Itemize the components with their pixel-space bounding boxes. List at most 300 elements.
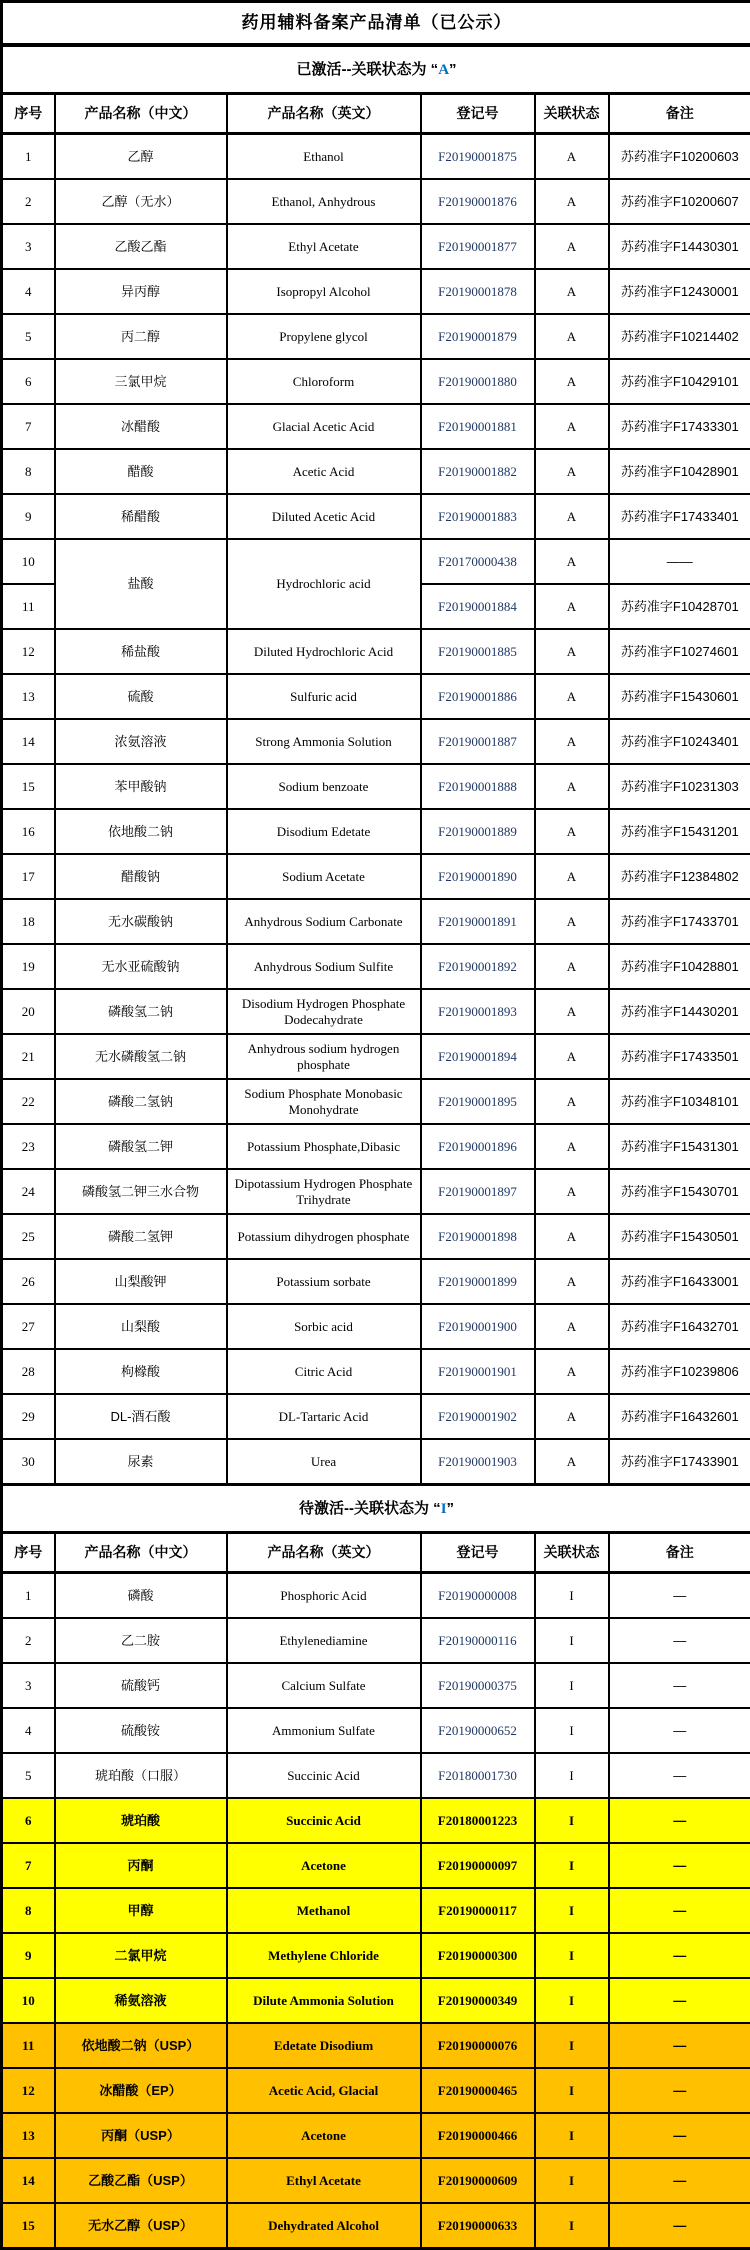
- cell-index: 16: [2, 809, 55, 854]
- cell-note: 苏药准字F17433501: [609, 1034, 750, 1079]
- cell-name-cn: 冰醋酸（EP）: [55, 2068, 227, 2113]
- cell-registration: F20190001885: [421, 629, 535, 674]
- cell-note: —: [609, 1663, 750, 1708]
- cell-name-en: Sorbic acid: [227, 1304, 421, 1349]
- cell-name-en: Urea: [227, 1439, 421, 1485]
- cell-registration: F20190000116: [421, 1618, 535, 1663]
- cell-index: 28: [2, 1349, 55, 1394]
- cell-name-en: Potassium Phosphate,Dibasic: [227, 1124, 421, 1169]
- col-name-en: 产品名称（英文）: [227, 1533, 421, 1573]
- cell-registration: F20190001879: [421, 314, 535, 359]
- cell-status: A: [535, 404, 609, 449]
- cell-name-cn: 依地酸二钠（USP）: [55, 2023, 227, 2068]
- cell-status: A: [535, 1259, 609, 1304]
- cell-name-cn: 依地酸二钠: [55, 809, 227, 854]
- cell-name-cn: 乙二胺: [55, 1618, 227, 1663]
- cell-index: 10: [2, 539, 55, 584]
- cell-index: 20: [2, 989, 55, 1034]
- table-row: [2, 1214, 750, 1259]
- cell-status: A: [535, 719, 609, 764]
- table-row: [2, 2068, 750, 2113]
- cell-registration: F20190001898: [421, 1214, 535, 1259]
- cell-name-en: Dipotassium Hydrogen Phosphate Trihydrate: [227, 1169, 421, 1214]
- cell-index: 5: [2, 314, 55, 359]
- cell-index: 2: [2, 179, 55, 224]
- table-row: [2, 809, 750, 854]
- cell-registration: F20190001902: [421, 1394, 535, 1439]
- cell-status: A: [535, 179, 609, 224]
- cell-registration: F20190000008: [421, 1573, 535, 1619]
- cell-status: I: [535, 2203, 609, 2249]
- cell-registration: F20190001876: [421, 179, 535, 224]
- cell-name-cn: 乙醇: [55, 134, 227, 180]
- cell-status: I: [535, 1933, 609, 1978]
- cell-name-en: Sodium benzoate: [227, 764, 421, 809]
- cell-index: 27: [2, 1304, 55, 1349]
- table-row: [2, 1798, 750, 1843]
- cell-name-en: Citric Acid: [227, 1349, 421, 1394]
- cell-registration: F20190001882: [421, 449, 535, 494]
- section-header-pending: [2, 1485, 750, 1533]
- cell-registration: F20190000465: [421, 2068, 535, 2113]
- cell-name-cn: 乙酸乙酯: [55, 224, 227, 269]
- cell-index: 1: [2, 1573, 55, 1619]
- cell-status: A: [535, 1214, 609, 1259]
- cell-name-cn: 磷酸氢二钾三水合物: [55, 1169, 227, 1214]
- cell-name-en: Disodium Edetate: [227, 809, 421, 854]
- cell-note: —: [609, 2203, 750, 2249]
- table-row: [2, 1259, 750, 1304]
- cell-note: 苏药准字F14430201: [609, 989, 750, 1034]
- cell-name-en: Ethanol: [227, 134, 421, 180]
- cell-registration: F20190000349: [421, 1978, 535, 2023]
- cell-name-en: Ethanol, Anhydrous: [227, 179, 421, 224]
- status-letter: A: [438, 61, 450, 78]
- cell-name-cn: 丙酮: [55, 1843, 227, 1888]
- cell-name-cn: 硫酸铵: [55, 1708, 227, 1753]
- cell-name-en: Chloroform: [227, 359, 421, 404]
- cell-registration: F20190001888: [421, 764, 535, 809]
- cell-index: 15: [2, 764, 55, 809]
- cell-note: 苏药准字F10429101: [609, 359, 750, 404]
- cell-registration: F20190001895: [421, 1079, 535, 1124]
- cell-index: 22: [2, 1079, 55, 1124]
- cell-status: I: [535, 2113, 609, 2158]
- table-row: [2, 719, 750, 764]
- cell-status: A: [535, 539, 609, 584]
- cell-registration: F20190001883: [421, 494, 535, 539]
- table-row: [2, 404, 750, 449]
- cell-status: I: [535, 1798, 609, 1843]
- col-status: 关联状态: [535, 1533, 609, 1573]
- cell-note: 苏药准字F17433401: [609, 494, 750, 539]
- cell-note: —: [609, 1753, 750, 1798]
- cell-note: 苏药准字F10348101: [609, 1079, 750, 1124]
- cell-note: —: [609, 1933, 750, 1978]
- cell-status: I: [535, 1663, 609, 1708]
- cell-note: —: [609, 1798, 750, 1843]
- cell-name-en: Ammonium Sulfate: [227, 1708, 421, 1753]
- cell-name-cn: 冰醋酸: [55, 404, 227, 449]
- section-header-activated: [2, 45, 750, 94]
- cell-registration: F20180001730: [421, 1753, 535, 1798]
- cell-status: A: [535, 854, 609, 899]
- cell-index: 13: [2, 2113, 55, 2158]
- cell-name-en: Sulfuric acid: [227, 674, 421, 719]
- column-header-row: [2, 94, 750, 134]
- cell-status: A: [535, 989, 609, 1034]
- cell-index: 29: [2, 1394, 55, 1439]
- table-row: [2, 764, 750, 809]
- table-row: [2, 2113, 750, 2158]
- cell-note: 苏药准字F10274601: [609, 629, 750, 674]
- cell-index: 8: [2, 449, 55, 494]
- cell-name-cn: 甲醇: [55, 1888, 227, 1933]
- cell-note: 苏药准字F10231303: [609, 764, 750, 809]
- table-row: [2, 1618, 750, 1663]
- cell-status: A: [535, 899, 609, 944]
- table-row: [2, 134, 750, 180]
- cell-note: 苏药准字F15430701: [609, 1169, 750, 1214]
- cell-name-en: Diluted Hydrochloric Acid: [227, 629, 421, 674]
- table-row: [2, 2203, 750, 2249]
- cell-registration: F20190001899: [421, 1259, 535, 1304]
- cell-registration: F20190001894: [421, 1034, 535, 1079]
- table-row: [2, 1573, 750, 1619]
- cell-registration: F20190001891: [421, 899, 535, 944]
- cell-note: —: [609, 2023, 750, 2068]
- cell-index: 15: [2, 2203, 55, 2249]
- cell-index: 9: [2, 494, 55, 539]
- cell-status: A: [535, 629, 609, 674]
- cell-index: 26: [2, 1259, 55, 1304]
- cell-note: —: [609, 1573, 750, 1619]
- cell-index: 14: [2, 2158, 55, 2203]
- cell-status: A: [535, 224, 609, 269]
- cell-name-cn: 异丙醇: [55, 269, 227, 314]
- table-row: [2, 944, 750, 989]
- cell-registration: F20190001900: [421, 1304, 535, 1349]
- cell-registration: F20190001878: [421, 269, 535, 314]
- cell-index: 4: [2, 269, 55, 314]
- cell-index: 8: [2, 1888, 55, 1933]
- table-row: [2, 539, 750, 584]
- cell-registration: F20190001892: [421, 944, 535, 989]
- cell-name-cn: 磷酸二氢钾: [55, 1214, 227, 1259]
- cell-index: 6: [2, 359, 55, 404]
- cell-name-en: Diluted Acetic Acid: [227, 494, 421, 539]
- cell-note: —: [609, 2113, 750, 2158]
- table-row: [2, 1843, 750, 1888]
- cell-status: A: [535, 674, 609, 719]
- cell-registration: F20190001875: [421, 134, 535, 180]
- cell-registration: F20190001880: [421, 359, 535, 404]
- cell-name-cn: 乙醇（无水）: [55, 179, 227, 224]
- cell-name-cn: 二氯甲烷: [55, 1933, 227, 1978]
- cell-name-en: Potassium dihydrogen phosphate: [227, 1214, 421, 1259]
- cell-name-en: Edetate Disodium: [227, 2023, 421, 2068]
- col-registration: 登记号: [421, 1533, 535, 1573]
- cell-index: 1: [2, 134, 55, 180]
- table-row: [2, 1888, 750, 1933]
- cell-index: 6: [2, 1798, 55, 1843]
- cell-name-cn: 磷酸二氢钠: [55, 1079, 227, 1124]
- cell-note: 苏药准字F10428801: [609, 944, 750, 989]
- cell-status: A: [535, 1394, 609, 1439]
- section-header-text: 已激活--关联状态为 “: [296, 60, 439, 78]
- cell-name-cn: 琥珀酸: [55, 1798, 227, 1843]
- table-row: [2, 449, 750, 494]
- cell-name-cn: 硫酸钙: [55, 1663, 227, 1708]
- table-row: [2, 899, 750, 944]
- cell-index: 17: [2, 854, 55, 899]
- cell-registration: F20190000375: [421, 1663, 535, 1708]
- cell-note: —: [609, 2068, 750, 2113]
- cell-name-cn: 无水亚硫酸钠: [55, 944, 227, 989]
- cell-registration: F20190001877: [421, 224, 535, 269]
- cell-status: I: [535, 1753, 609, 1798]
- cell-index: 25: [2, 1214, 55, 1259]
- cell-name-en: Strong Ammonia Solution: [227, 719, 421, 764]
- table-row: [2, 1708, 750, 1753]
- col-note: 备注: [609, 1533, 750, 1573]
- cell-status: A: [535, 1169, 609, 1214]
- cell-name-cn: 硫酸: [55, 674, 227, 719]
- column-header-row: [2, 1533, 750, 1573]
- cell-name-cn: 磷酸: [55, 1573, 227, 1619]
- cell-registration: F20180001223: [421, 1798, 535, 1843]
- cell-note: 苏药准字F10428901: [609, 449, 750, 494]
- cell-registration: F20170000438: [421, 539, 535, 584]
- cell-name-en: Phosphoric Acid: [227, 1573, 421, 1619]
- cell-name-cn: 浓氨溶液: [55, 719, 227, 764]
- cell-registration: F20190000609: [421, 2158, 535, 2203]
- cell-status: A: [535, 1034, 609, 1079]
- cell-index: 5: [2, 1753, 55, 1798]
- cell-index: 12: [2, 629, 55, 674]
- cell-registration: F20190000076: [421, 2023, 535, 2068]
- cell-name-cn: 琥珀酸（口服）: [55, 1753, 227, 1798]
- cell-note: 苏药准字F10200607: [609, 179, 750, 224]
- section-header-text: ”: [446, 1499, 455, 1517]
- cell-name-cn: 盐酸: [55, 539, 227, 629]
- cell-registration: F20190000652: [421, 1708, 535, 1753]
- cell-name-en: Acetic Acid: [227, 449, 421, 494]
- cell-registration: F20190001881: [421, 404, 535, 449]
- cell-registration: F20190001889: [421, 809, 535, 854]
- cell-status: I: [535, 1888, 609, 1933]
- cell-status: A: [535, 764, 609, 809]
- section-header-cell: [2, 1485, 750, 1533]
- cell-index: 9: [2, 1933, 55, 1978]
- cell-registration: F20190001893: [421, 989, 535, 1034]
- cell-note: 苏药准字F17433901: [609, 1439, 750, 1485]
- cell-note: 苏药准字F17433301: [609, 404, 750, 449]
- cell-index: 13: [2, 674, 55, 719]
- table-row: [2, 1663, 750, 1708]
- table-row: [2, 1304, 750, 1349]
- cell-name-cn: 苯甲酸钠: [55, 764, 227, 809]
- table-row: [2, 1349, 750, 1394]
- cell-index: 3: [2, 1663, 55, 1708]
- cell-status: I: [535, 1708, 609, 1753]
- cell-status: A: [535, 1124, 609, 1169]
- col-registration: 登记号: [421, 94, 535, 134]
- cell-index: 21: [2, 1034, 55, 1079]
- cell-status: A: [535, 1349, 609, 1394]
- col-no: 序号: [2, 94, 55, 134]
- col-note: 备注: [609, 94, 750, 134]
- cell-index: 7: [2, 404, 55, 449]
- cell-note: 苏药准字F15430601: [609, 674, 750, 719]
- cell-name-cn: 丙酮（USP）: [55, 2113, 227, 2158]
- col-name-cn: 产品名称（中文）: [55, 1533, 227, 1573]
- cell-status: A: [535, 584, 609, 629]
- cell-index: 24: [2, 1169, 55, 1214]
- page-title: 药用辅料备案产品清单（已公示）: [2, 2, 750, 46]
- cell-name-cn: 磷酸氢二钠: [55, 989, 227, 1034]
- cell-name-en: DL-Tartaric Acid: [227, 1394, 421, 1439]
- cell-note: 苏药准字F10243401: [609, 719, 750, 764]
- cell-registration: F20190000097: [421, 1843, 535, 1888]
- cell-index: 11: [2, 584, 55, 629]
- cell-status: A: [535, 449, 609, 494]
- cell-index: 30: [2, 1439, 55, 1485]
- cell-name-cn: 无水磷酸氢二钠: [55, 1034, 227, 1079]
- table-row: [2, 2158, 750, 2203]
- cell-index: 12: [2, 2068, 55, 2113]
- table-row: [2, 1034, 750, 1079]
- cell-name-cn: 枸橼酸: [55, 1349, 227, 1394]
- table-row: [2, 1394, 750, 1439]
- cell-note: 苏药准字F15431301: [609, 1124, 750, 1169]
- cell-note: ——: [609, 539, 750, 584]
- cell-name-en: Isopropyl Alcohol: [227, 269, 421, 314]
- cell-name-en: Acetone: [227, 2113, 421, 2158]
- cell-status: I: [535, 1573, 609, 1619]
- cell-status: I: [535, 2023, 609, 2068]
- table-row: [2, 1079, 750, 1124]
- cell-status: A: [535, 1079, 609, 1124]
- cell-name-en: Ethyl Acetate: [227, 2158, 421, 2203]
- cell-note: —: [609, 1843, 750, 1888]
- cell-name-en: Ethyl Acetate: [227, 224, 421, 269]
- table-row: [2, 224, 750, 269]
- cell-name-en: Propylene glycol: [227, 314, 421, 359]
- table-row: [2, 674, 750, 719]
- title-row: [2, 2, 750, 46]
- table-row: [2, 1933, 750, 1978]
- cell-name-en: Acetic Acid, Glacial: [227, 2068, 421, 2113]
- cell-registration: F20190001903: [421, 1439, 535, 1485]
- cell-status: A: [535, 1439, 609, 1485]
- cell-status: A: [535, 809, 609, 854]
- cell-name-en: Anhydrous Sodium Sulfite: [227, 944, 421, 989]
- table-row: [2, 1439, 750, 1485]
- cell-name-cn: 丙二醇: [55, 314, 227, 359]
- cell-name-en: Potassium sorbate: [227, 1259, 421, 1304]
- cell-name-en: Calcium Sulfate: [227, 1663, 421, 1708]
- table-row: [2, 494, 750, 539]
- cell-index: 23: [2, 1124, 55, 1169]
- cell-index: 10: [2, 1978, 55, 2023]
- cell-index: 19: [2, 944, 55, 989]
- table-row: [2, 629, 750, 674]
- cell-note: —: [609, 2158, 750, 2203]
- cell-note: —: [609, 1708, 750, 1753]
- cell-name-cn: 三氯甲烷: [55, 359, 227, 404]
- cell-name-en: Hydrochloric acid: [227, 539, 421, 629]
- cell-registration: F20190000300: [421, 1933, 535, 1978]
- cell-name-cn: 稀盐酸: [55, 629, 227, 674]
- cell-index: 11: [2, 2023, 55, 2068]
- cell-note: 苏药准字F10200603: [609, 134, 750, 180]
- cell-name-en: Anhydrous sodium hydrogen phosphate: [227, 1034, 421, 1079]
- cell-status: I: [535, 1978, 609, 2023]
- cell-name-cn: 稀氨溶液: [55, 1978, 227, 2023]
- cell-name-en: Acetone: [227, 1843, 421, 1888]
- col-no: 序号: [2, 1533, 55, 1573]
- section-header-text: 待激活--关联状态为 “: [299, 1499, 441, 1517]
- cell-name-en: Succinic Acid: [227, 1753, 421, 1798]
- cell-name-cn: 无水碳酸钠: [55, 899, 227, 944]
- cell-note: 苏药准字F14430301: [609, 224, 750, 269]
- cell-registration: F20190001896: [421, 1124, 535, 1169]
- cell-status: I: [535, 2068, 609, 2113]
- table-row: [2, 1169, 750, 1214]
- cell-note: 苏药准字F15431201: [609, 809, 750, 854]
- cell-status: A: [535, 359, 609, 404]
- cell-status: A: [535, 494, 609, 539]
- cell-status: A: [535, 269, 609, 314]
- cell-note: —: [609, 1618, 750, 1663]
- table-row: [2, 269, 750, 314]
- cell-index: 4: [2, 1708, 55, 1753]
- status-letter: I: [440, 1500, 447, 1517]
- cell-name-cn: 醋酸: [55, 449, 227, 494]
- cell-index: 18: [2, 899, 55, 944]
- cell-name-cn: 无水乙醇（USP）: [55, 2203, 227, 2249]
- cell-name-en: Ethylenediamine: [227, 1618, 421, 1663]
- cell-registration: F20190001884: [421, 584, 535, 629]
- cell-note: 苏药准字F10214402: [609, 314, 750, 359]
- cell-name-cn: 山梨酸钾: [55, 1259, 227, 1304]
- cell-index: 14: [2, 719, 55, 764]
- col-name-en: 产品名称（英文）: [227, 94, 421, 134]
- table-row: [2, 179, 750, 224]
- cell-name-en: Anhydrous Sodium Carbonate: [227, 899, 421, 944]
- table-row: [2, 989, 750, 1034]
- cell-note: 苏药准字F10428701: [609, 584, 750, 629]
- cell-registration: F20190001901: [421, 1349, 535, 1394]
- cell-status: I: [535, 2158, 609, 2203]
- table-row: [2, 359, 750, 404]
- table-row: [2, 2023, 750, 2068]
- cell-registration: F20190000117: [421, 1888, 535, 1933]
- cell-name-cn: 醋酸钠: [55, 854, 227, 899]
- table-row: [2, 314, 750, 359]
- cell-name-en: Dilute Ammonia Solution: [227, 1978, 421, 2023]
- cell-status: A: [535, 134, 609, 180]
- cell-name-en: Sodium Phosphate Monobasic Monohydrate: [227, 1079, 421, 1124]
- table-row: [2, 854, 750, 899]
- cell-index: 2: [2, 1618, 55, 1663]
- cell-note: 苏药准字F17433701: [609, 899, 750, 944]
- cell-note: 苏药准字F16432701: [609, 1304, 750, 1349]
- cell-status: I: [535, 1843, 609, 1888]
- cell-registration: F20190000633: [421, 2203, 535, 2249]
- cell-name-cn: 山梨酸: [55, 1304, 227, 1349]
